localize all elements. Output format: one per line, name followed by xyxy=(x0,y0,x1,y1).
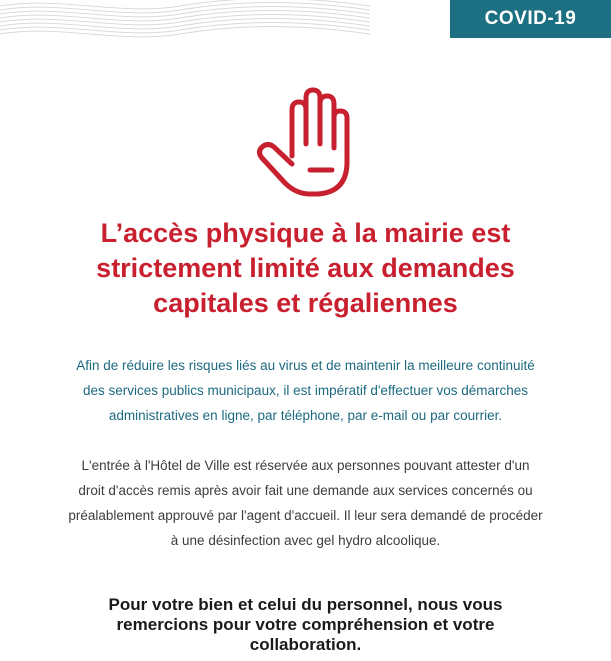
closing-line: collaboration. xyxy=(249,635,362,654)
intro-line: administratives en ligne, par téléphone, par e-mail ou par courrier. xyxy=(108,408,503,423)
intro-line: Afin de réduire les risques liés au virus et de maintenir la meilleure continuité xyxy=(76,358,535,373)
body-line: préalablement approuvé par l'agent d'accueil. Il leur sera demandé de procéder xyxy=(68,508,543,523)
closing-line: remercions pour votre compréhension et votre xyxy=(116,615,495,634)
headline xyxy=(20,216,591,321)
closing-line: Pour votre bien et celui du personnel, nous vous xyxy=(108,595,503,614)
headline-line: L’accès physique à la mairie est xyxy=(100,218,511,248)
body-line: à une désinfection avec gel hydro alcoolique. xyxy=(170,533,441,548)
headline-line: capitales et régaliennes xyxy=(153,288,458,318)
decorative-waves xyxy=(0,0,370,40)
raised-hand-icon xyxy=(252,86,360,198)
body-line: L'entrée à l'Hôtel de Ville est réservée aux personnes pouvant attester d'un xyxy=(81,458,530,473)
covid-tag: COVID-19 xyxy=(450,0,611,38)
intro-paragraph xyxy=(30,353,581,428)
closing-message xyxy=(30,595,581,655)
body-line: droit d'accès remis après avoir fait une demande aux services concernés ou xyxy=(78,483,533,498)
intro-line: des services publics municipaux, il est impératif d'effectuer vos démarches xyxy=(82,383,529,398)
headline-line: strictement limité aux demandes xyxy=(96,253,515,283)
body-paragraph xyxy=(30,453,581,553)
